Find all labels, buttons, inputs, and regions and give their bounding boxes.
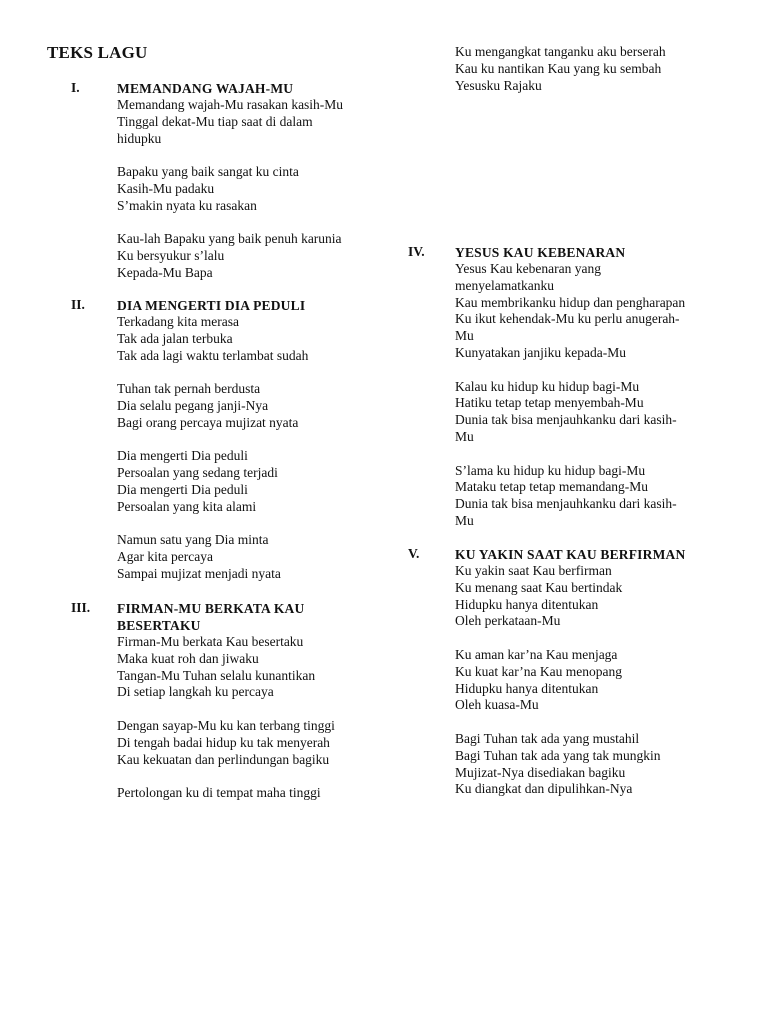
lyric-line: Ku mengangkat tanganku aku berserah [455,44,666,59]
section-title [455,244,738,261]
lyric-line: Terkadang kita merasa [117,314,239,329]
section-title [117,600,391,634]
lyric-line: Agar kita percaya [117,549,213,565]
lyric-line: Mataku tetap tetap memandang-Mu [455,479,649,495]
stanza-break [117,364,391,381]
lyric-line: Persoalan yang sedang terjadi [117,465,278,481]
lyric-line: Ku diangkat dan dipulihkan-Nya [455,781,633,797]
lyric-line: Dunia tak bisa menjauhkanku dari kasih- [455,496,677,512]
lyric-line: Memandang wajah-Mu rasakan kasih-Mu [117,97,344,112]
section-number: I. [71,80,80,95]
lyric-line: Maka kuat roh dan jiwaku [117,650,259,666]
song-section-3 [71,600,391,802]
lyric-line: Kau-lah Bapaku yang baik penuh karunia [117,231,342,247]
stanza-break [117,701,391,718]
page-title: TEKS LAGU [47,43,148,62]
lyric-line: Namun satu yang Dia minta [117,532,269,548]
lyric-line: Hidupku hanya ditentukan [455,596,599,612]
lyric-line: Mujizat-Nya disediakan bagiku [455,764,626,780]
lyric-line: Dia mengerti Dia peduli [117,448,248,464]
lyric-line: Dengan sayap-Mu ku kan terbang tinggi [117,717,335,733]
lyric-line: Ku ikut kehendak-Mu ku perlu anugerah- [455,311,680,327]
lyric-line: Ku bersyukur s’lalu [117,248,225,264]
lyric-line: Ku aman kar’na Kau menjaga [455,646,618,662]
stanza-break [455,362,738,379]
lyric-line: Ku kuat kar’na Kau menopang [455,663,622,679]
lyric-line: Di tengah badai hidup ku tak menyerah [117,734,330,750]
lyrics-body [117,314,391,583]
lyric-line: Tak ada lagi waktu terlambat sudah [117,347,309,363]
section-title-line: MEMANDANG WAJAH-MU [117,81,294,96]
lyric-line: Di setiap langkah ku percaya [117,684,274,700]
stanza-break [117,147,391,164]
lyric-line: S’makin nyata ku rasakan [117,197,257,213]
stanza-break [117,215,391,232]
section-title-line: YESUS KAU KEBENARAN [455,245,626,260]
lyric-line: Dia mengerti Dia peduli [117,481,248,497]
lyric-line: Firman-Mu berkata Kau besertaku [117,634,304,649]
lyrics-body [455,261,738,530]
lyric-line: Persoalan yang kita alami [117,498,257,514]
lyric-line: hidupku [117,130,162,146]
lyric-line: menyelamatkanku [455,277,554,293]
lyric-line: Ku menang saat Kau bertindak [455,579,623,595]
lyric-line: Yesusku Rajaku [455,77,542,93]
lyric-line: Tuhan tak pernah berdusta [117,381,261,397]
section-title-line: KU YAKIN SAAT KAU BERFIRMAN [455,547,686,562]
lyric-line: Ku yakin saat Kau berfirman [455,563,612,578]
lyrics-body [117,634,391,802]
lyric-line: Kau kekuatan dan perlindungan bagiku [117,751,330,767]
section-title-line: FIRMAN-MU BERKATA KAU [117,601,305,616]
section-title-line: BESERTAKU [117,618,201,633]
lyric-line: Kepada-Mu Bapa [117,264,213,280]
section-number: III. [71,600,91,615]
song-section-5 [408,546,738,798]
lyrics-body [455,44,738,94]
lyric-line: Kunyatakan janjiku kepada-Mu [455,344,626,360]
lyric-line: Bagi Tuhan tak ada yang mustahil [455,730,640,746]
lyric-line: Dunia tak bisa menjauhkanku dari kasih- [455,412,677,428]
section-title [117,297,391,314]
lyrics-body [117,97,391,282]
section-title [117,80,391,97]
lyric-line: Tak ada jalan terbuka [117,330,233,346]
lyric-line: Oleh perkataan-Mu [455,613,561,629]
section-number: II. [71,297,85,312]
section-title [455,546,738,563]
lyric-line: Mu [455,328,474,344]
section-title-line: DIA MENGERTI DIA PEDULI [117,298,306,313]
lyric-line: Mu [455,512,474,528]
lyric-line: Bapaku yang baik sangat ku cinta [117,164,299,180]
lyric-line: Pertolongan ku di tempat maha tinggi [117,785,321,801]
lyric-line: Sampai mujizat menjadi nyata [117,565,281,581]
lyric-line: Kau membrikanku hidup dan pengharapan [455,294,686,310]
lyric-line: Mu [455,428,474,444]
lyric-line: Hidupku hanya ditentukan [455,680,599,696]
lyric-line: Hatiku tetap tetap menyembah-Mu [455,395,644,411]
lyric-line: Yesus Kau kebenaran yang [455,261,601,276]
lyric-line: Kalau ku hidup ku hidup bagi-Mu [455,378,640,394]
lyrics-body [455,563,738,798]
song-section-1 [71,80,391,282]
section-number: IV. [408,244,425,259]
lyric-line: Kasih-Mu padaku [117,180,215,196]
stanza-break [455,630,738,647]
song-section-4 [408,244,738,530]
lyric-line: Oleh kuasa-Mu [455,697,539,713]
stanza-break [117,516,391,533]
stanza-break [455,714,738,731]
stanza-break [117,768,391,785]
song-section-2 [71,297,391,583]
lyric-line: Bagi orang percaya mujizat nyata [117,414,299,430]
lyric-line: Dia selalu pegang janji-Nya [117,397,269,413]
lyric-line: Tangan-Mu Tuhan selalu kunantikan [117,667,316,683]
song-section-3-continued [408,44,738,94]
stanza-break [117,432,391,449]
lyric-line: S’lama ku hidup ku hidup bagi-Mu [455,462,646,478]
lyric-line: Tinggal dekat-Mu tiap saat di dalam [117,113,313,129]
stanza-break [455,446,738,463]
lyric-line: Kau ku nantikan Kau yang ku sembah [455,60,662,76]
lyric-line: Bagi Tuhan tak ada yang tak mungkin [455,747,661,763]
section-number: V. [408,546,420,561]
